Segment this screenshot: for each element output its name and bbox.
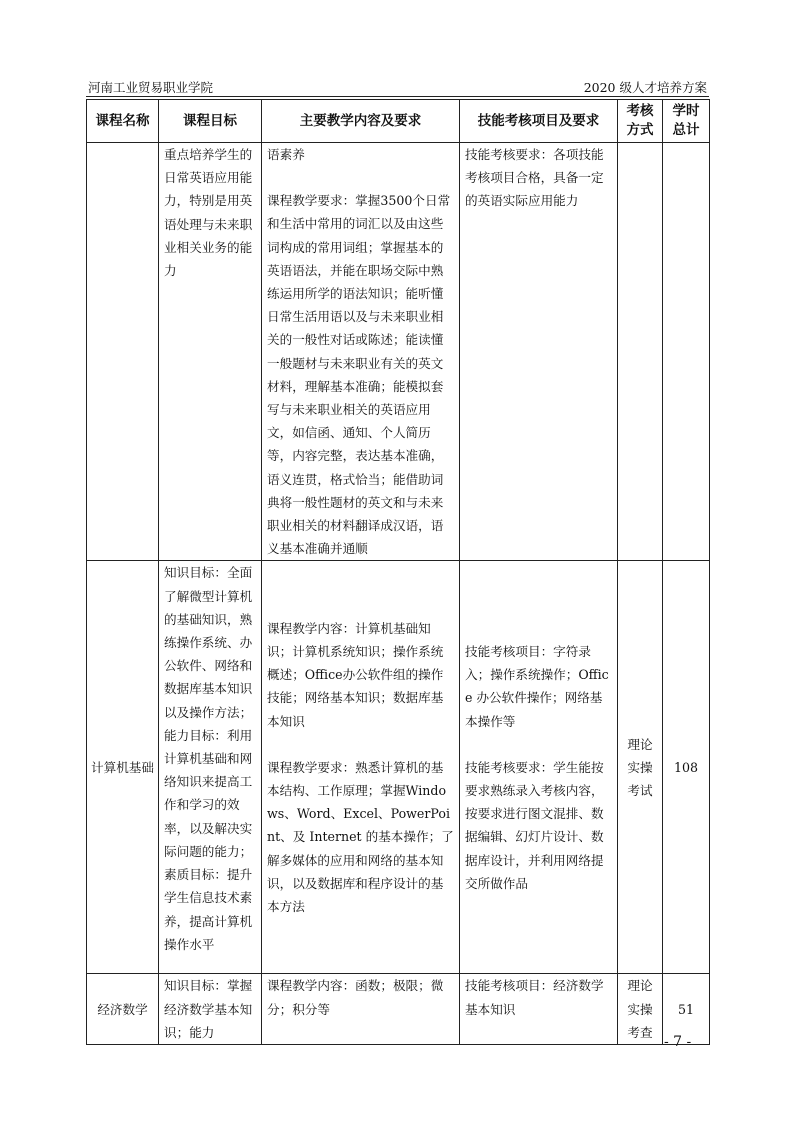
header-school-name: 河南工业贸易职业学院 xyxy=(88,80,214,95)
content-paragraph: 课程教学要求：熟悉计算机的基本结构、工作原理；掌握Windows、Word、Excel、PowerPoint、及 Internet 的基本操作；了解多媒体的应用和网络的基本知识，以及数据库和程序设计的基本方法 xyxy=(267,759,454,914)
skill-cell xyxy=(460,974,618,1045)
exam-method-text: 理论实操考试 xyxy=(627,736,653,799)
course-goal-cell xyxy=(159,974,262,1045)
skill-paragraph: 技能考核项目：字符录入；操作系统操作；Office 办公软件操作；网络基本操作等 xyxy=(465,643,609,729)
course-name-cell: 经济数学 xyxy=(87,974,159,1045)
content-paragraph: 课程教学内容：函数；极限；微分；积分等 xyxy=(267,978,444,1017)
exam-method-text: 理论实操考查 xyxy=(627,978,653,1040)
exam-method-cell xyxy=(618,561,663,974)
table-header-row xyxy=(87,100,710,143)
exam-method-cell xyxy=(618,974,663,1045)
course-name-cell: 计算机基础 xyxy=(87,561,159,974)
col-header-exam-method: 考核方式 xyxy=(618,100,663,143)
page-number: - 7 - xyxy=(664,1034,692,1050)
course-goal-text: 知识目标：全面了解微型计算机的基础知识，熟练操作系统、办公软件、网络和数据库基本知识以及操作方法；能力目标：利用计算机基础和网络知识来提高工作和学习的效率，以及解决实际问题的能力；素质目标：提升学生信息技术素养，提高计算机操作水平 xyxy=(164,565,253,952)
col-header-hours: 学时总计 xyxy=(663,100,710,143)
course-name-cell xyxy=(87,143,159,561)
col-header-course-goal: 课程目标 xyxy=(159,100,262,143)
course-goal-cell xyxy=(159,561,262,974)
skill-paragraph: 技能考核要求：学生能按要求熟练录入考核内容，按要求进行图文混排、数据编辑、幻灯片设计、数据库设计，并利用网络提交所做作品 xyxy=(465,759,604,891)
content-cell xyxy=(262,143,460,561)
table-row xyxy=(87,974,710,1045)
exam-method-cell xyxy=(618,143,663,561)
skill-cell xyxy=(460,561,618,974)
course-goal-cell xyxy=(159,143,262,561)
page-header xyxy=(86,78,709,97)
content-paragraph: 课程教学要求：掌握3500个日常和生活中常用的词汇以及由这些词构成的常用词组；掌握基本的英语语法，并能在职场交际中熟练运用所学的语法知识；能听懂日常生活用语以及与未来职业相关的一般性对话或陈述；能读懂一般题材与未来职业有关的英文材料，理解基本准确；能模拟套写与未来职业相关的英语应用文，如信函、通知、个人简历等，内容完整，表达基本准确，语义连贯，格式恰当；能借助词典将一般性题材的英文和与未来职业相关的材料翻译成汉语，语义基本准确并通顺 xyxy=(267,193,451,557)
content-cell xyxy=(262,974,460,1045)
col-header-course-name: 课程名称 xyxy=(87,100,159,143)
table-row xyxy=(87,561,710,974)
hours-cell xyxy=(663,143,710,561)
content-cell xyxy=(262,561,460,974)
hours-cell: 51 xyxy=(663,974,710,1045)
hours-cell: 108 xyxy=(663,561,710,974)
skill-paragraph: 技能考核要求：各项技能考核项目合格，具备一定的英语实际应用能力 xyxy=(465,147,604,209)
course-goal-text: 知识目标：掌握经济数学基本知识；能力 xyxy=(164,978,253,1040)
content-paragraph: 课程教学内容：计算机基础知识；计算机系统知识；操作系统概述；Office办公软件组的操作技能；网络基本知识；数据库基本知识 xyxy=(267,620,444,729)
curriculum-table xyxy=(86,99,710,1045)
col-header-content: 主要教学内容及要求 xyxy=(262,100,460,143)
table-row xyxy=(87,143,710,561)
skill-paragraph: 技能考核项目：经济数学基本知识 xyxy=(465,978,604,1017)
course-goal-text: 重点培养学生的日常英语应用能力，特别是用英语处理与未来职业相关业务的能力 xyxy=(164,147,253,279)
col-header-skill: 技能考核项目及要求 xyxy=(460,100,618,143)
header-plan-title: 2020 级人才培养方案 xyxy=(583,80,707,95)
content-paragraph: 语素养 xyxy=(267,147,305,162)
skill-cell xyxy=(460,143,618,561)
